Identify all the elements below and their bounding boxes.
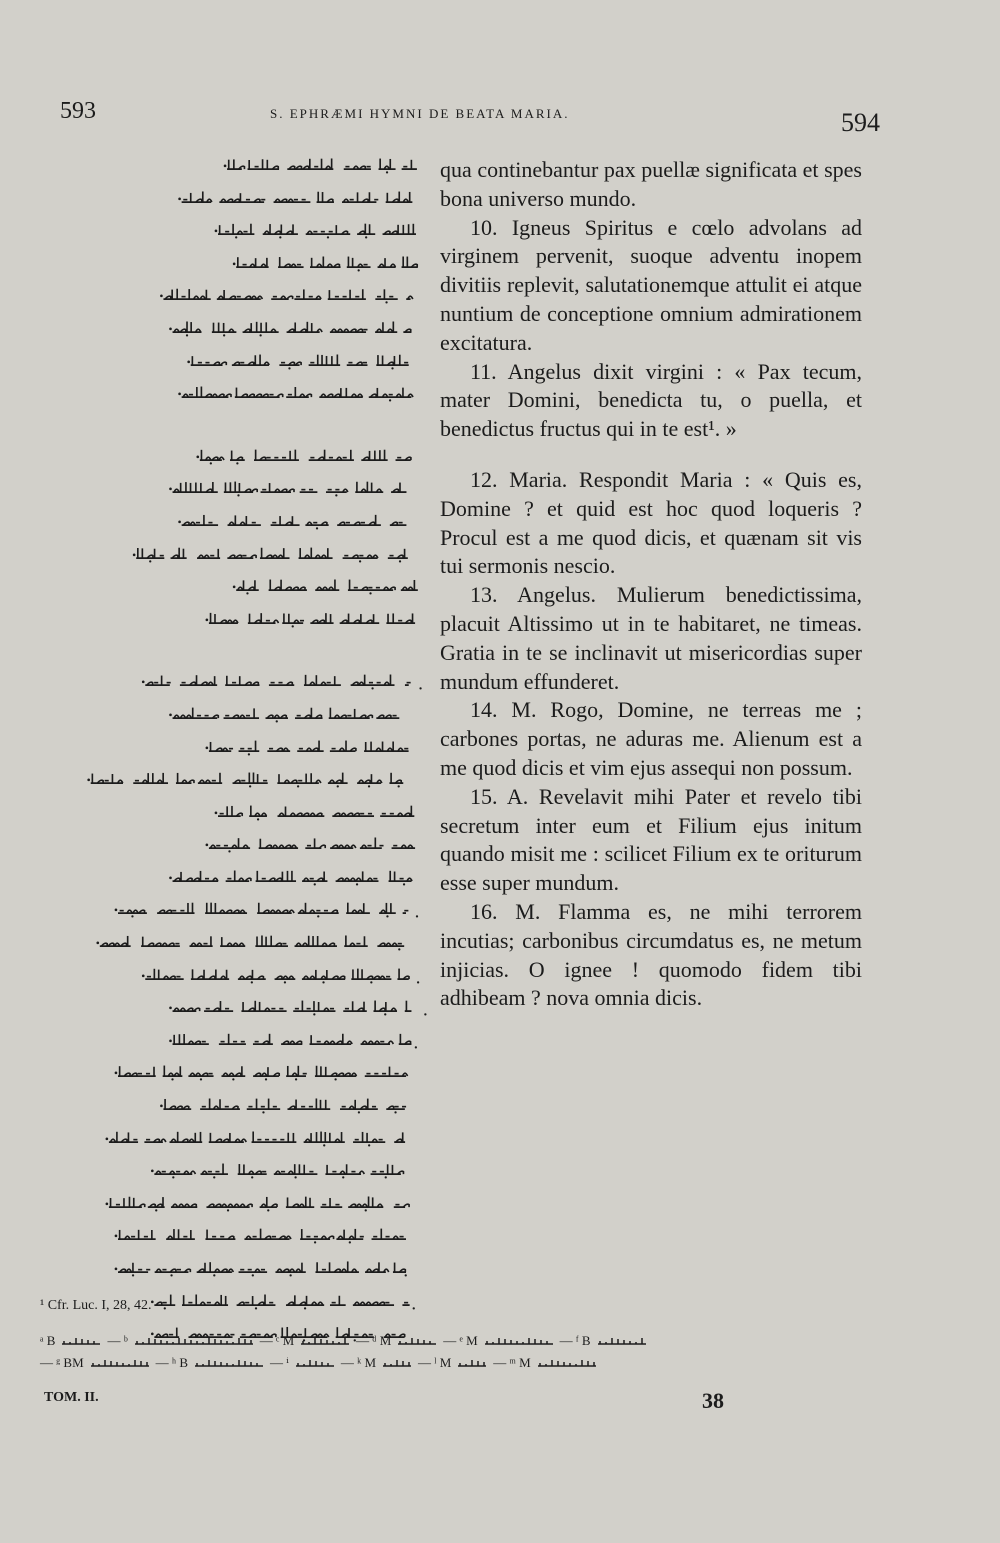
apparatus-siglum: — ʰ B: [155, 1355, 188, 1370]
latin-translation-column: [440, 156, 862, 1013]
syriac-line: [42, 278, 442, 311]
syriac-variant-glyphs: [484, 1334, 554, 1348]
apparatus-line: [40, 1352, 840, 1374]
syriac-variant-glyphs: [397, 1334, 437, 1348]
page-number-left: 593: [60, 98, 96, 124]
syriac-script-glyphs: [192, 221, 442, 239]
apparatus-siglum: — ᵇ: [107, 1333, 128, 1348]
page-number-right: 594: [841, 108, 880, 137]
latin-paragraph: 13. Angelus. Mulierum benedictissima, placuit Altissimo ut in te habitaret, ne timeas. Gratia in te se inclinavit ut misericordias super mundum effunderet.: [440, 582, 862, 694]
syriac-script-glyphs: [102, 545, 442, 563]
syriac-script-glyphs: [132, 286, 442, 304]
syriac-script-glyphs: [152, 384, 442, 402]
syriac-variant-glyphs: [457, 1356, 487, 1370]
syriac-line: [42, 471, 442, 504]
syriac-script-glyphs: [132, 1096, 442, 1114]
latin-paragraph: 14. M. Rogo, Domine, ne terreas me ; carbones portas, ne aduras me. Alienum est a me quod dicis et vim ejus assequi non possum.: [440, 697, 862, 780]
syriac-script-glyphs: [182, 835, 442, 853]
syriac-line: [42, 439, 442, 472]
syriac-variant-glyphs: [61, 1334, 101, 1348]
latin-paragraph: 11. Angelus dixit virgini : « Pax tecum, mater Domini, benedicta tu, o puella, et benedictus fructus qui in te est¹. »: [440, 358, 862, 442]
syriac-script-glyphs: [212, 254, 442, 272]
syriac-script-glyphs: [172, 447, 442, 465]
apparatus-siglum: — ᶜ M: [259, 1333, 295, 1348]
syriac-variant-glyphs: [537, 1356, 597, 1370]
syriac-line: [42, 311, 442, 344]
signature-line: [44, 1388, 724, 1418]
syriac-line: [42, 795, 442, 828]
syriac-line: [42, 664, 442, 697]
apparatus-line: [40, 1330, 840, 1352]
syriac-script-glyphs: [122, 1161, 442, 1179]
syriac-script-glyphs: [162, 352, 442, 370]
latin-paragraph: 15. A. Revelavit mihi Pater et revelo tibi secretum inter eum et Filium ejus initum quando misit me : scilicet Filium ex te oriturum esse super mundum.: [440, 783, 862, 896]
syriac-line: [42, 569, 442, 602]
syriac-script-glyphs: [142, 868, 442, 886]
syriac-line: [42, 892, 442, 925]
syriac-script-glyphs: [112, 672, 442, 690]
syriac-script-glyphs: [62, 933, 442, 951]
syriac-line: [42, 697, 442, 730]
syriac-line: [42, 1088, 442, 1121]
apparatus-siglum: — ᵏ M: [340, 1355, 377, 1370]
syriac-line: [42, 762, 442, 795]
syriac-script-glyphs: [142, 479, 442, 497]
syriac-line: [42, 602, 442, 635]
syriac-script-glyphs: [82, 1063, 442, 1081]
syriac-line: [42, 1251, 442, 1284]
syriac-script-glyphs: [182, 738, 442, 756]
syriac-script-glyphs: [142, 1031, 442, 1049]
syriac-script-glyphs: [72, 1129, 442, 1147]
syriac-variant-glyphs: [382, 1356, 412, 1370]
syriac-line: [42, 1218, 442, 1251]
syriac-line: [42, 344, 442, 377]
syriac-script-glyphs: [142, 705, 442, 723]
syriac-line: [42, 1055, 442, 1088]
latin-paragraph: 12. Maria. Respondit Maria : « Quis es, Domine ? et quid est hoc quod loqueris ? Procul est a me quod dicis, et quænam sit vis tui sermonis nescio.: [440, 466, 862, 579]
apparatus-siglum: — ˡ M: [418, 1355, 452, 1370]
syriac-variant-glyphs: [295, 1356, 335, 1370]
apparatus-siglum: — ⁱ: [270, 1355, 289, 1370]
syriac-line: [42, 537, 442, 570]
syriac-line: [42, 376, 442, 409]
latin-paragraph: qua continebantur pax puellæ significata et spes bona universo mundo.: [440, 157, 862, 211]
syriac-line: [42, 990, 442, 1023]
apparatus-siglum: — ᵉ M: [443, 1333, 478, 1348]
syriac-variant-glyphs: [300, 1334, 350, 1348]
syriac-line: [42, 1153, 442, 1186]
syriac-text-column: [42, 148, 442, 1349]
signature-number: 38: [702, 1388, 724, 1413]
syriac-script-glyphs: [112, 966, 442, 984]
syriac-script-glyphs: [72, 1194, 442, 1212]
latin-paragraph: 10. Igneus Spiritus e cœlo advolans ad virginem pervenit, suoque adventu inopem divitiis replevit, salutationemque attulit ei atque nuntium de conceptione omnium admirationem excitatura.: [440, 214, 862, 355]
syriac-line: [42, 958, 442, 991]
syriac-variant-glyphs: [90, 1356, 150, 1370]
critical-apparatus: [40, 1330, 840, 1374]
syriac-script-glyphs: [192, 803, 442, 821]
syriac-line: [42, 860, 442, 893]
syriac-script-glyphs: [122, 1292, 442, 1310]
syriac-line: [42, 504, 442, 537]
syriac-script-glyphs: [82, 1259, 442, 1277]
apparatus-siglum: — ᵐ M: [493, 1355, 531, 1370]
running-title: S. EPHRÆMI HYMNI DE BEATA MARIA.: [270, 106, 570, 121]
syriac-script-glyphs: [152, 512, 442, 530]
apparatus-siglum: — ᶠ B: [559, 1333, 591, 1348]
syriac-line: [42, 181, 442, 214]
footnote: ¹ Cfr. Luc. I, 28, 42.: [40, 1298, 152, 1313]
running-header: [60, 98, 880, 137]
syriac-script-glyphs: [152, 189, 442, 207]
syriac-line: [42, 1186, 442, 1219]
syriac-script-glyphs: [142, 319, 442, 337]
syriac-variant-glyphs: [134, 1334, 254, 1348]
syriac-variant-glyphs: [194, 1356, 264, 1370]
syriac-line: [42, 827, 442, 860]
syriac-script-glyphs: [182, 610, 442, 628]
syriac-script-glyphs: [142, 998, 442, 1016]
apparatus-siglum: — ᵈ M: [356, 1333, 392, 1348]
syriac-line: [42, 730, 442, 763]
syriac-line: [42, 213, 442, 246]
latin-paragraph: 16. M. Flamma es, ne mihi terrorem incutias; carbonibus circumdatus es, ne metum injicias. O ignee ! quomodo fidem tibi adhibeam ? nova omnia dicis.: [440, 898, 862, 1011]
syriac-script-glyphs: [202, 156, 442, 174]
syriac-script-glyphs: [212, 577, 442, 595]
syriac-line: [42, 148, 442, 181]
volume-mark: TOM. II.: [44, 1390, 99, 1405]
syriac-line: [42, 1121, 442, 1154]
syriac-line: [42, 246, 442, 279]
syriac-line: [42, 1023, 442, 1056]
syriac-script-glyphs: [82, 900, 442, 918]
apparatus-siglum: ᵃ B: [40, 1333, 56, 1348]
apparatus-siglum: — ᵍ BM: [40, 1355, 84, 1370]
syriac-line: [42, 925, 442, 958]
syriac-script-glyphs: [82, 1226, 442, 1244]
syriac-variant-glyphs: [597, 1334, 647, 1348]
syriac-script-glyphs: [52, 770, 442, 788]
